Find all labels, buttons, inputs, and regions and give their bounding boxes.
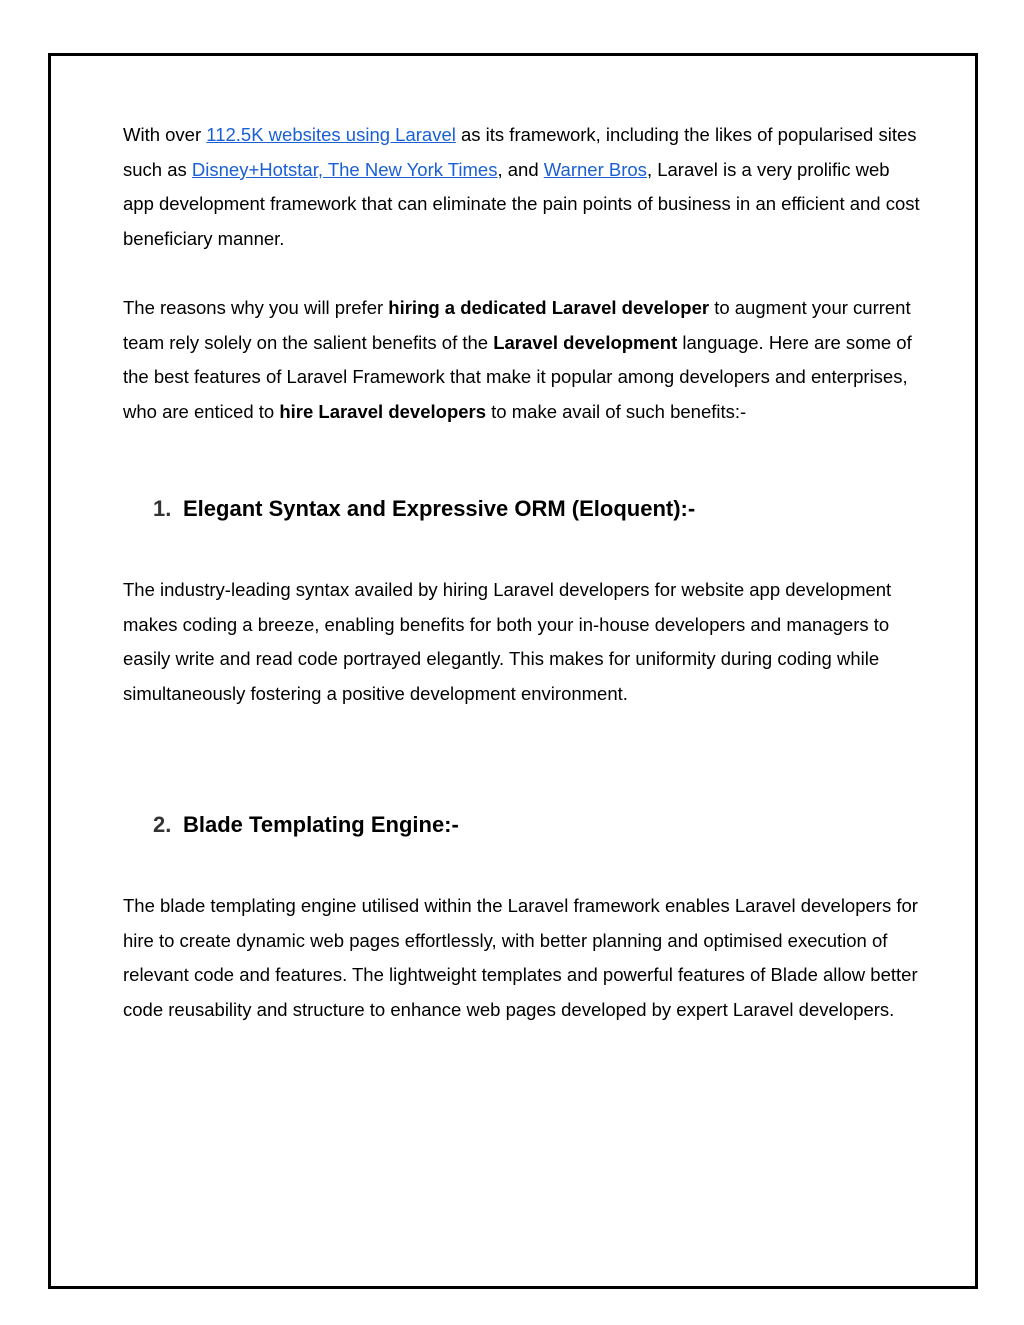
reasons-text-1: The reasons why you will prefer [123, 297, 389, 318]
intro-text-5: , Laravel is a very prolific web app development framework that can eliminate the pain points of business in an efficient and cost beneficiary manner. [123, 158, 920, 250]
section-2-title: Blade Templating Engine:- [183, 812, 459, 837]
section-1-heading [153, 494, 695, 524]
intro-text-1: With over [123, 124, 207, 145]
new-york-times-link[interactable]: The New York Times [323, 158, 498, 180]
reasons-text-2: to augment your current team rely solely on the salient benefits of the [123, 297, 911, 353]
intro-paragraph [123, 118, 923, 257]
section-1-body: The industry-leading syntax availed by hiring Laravel developers for website app development makes coding a breeze, enabling benefits for both your in-house developers and managers to easily write and read code portrayed elegantly. This makes for uniformity during coding while simultaneously fostering a positive development environment. [123, 579, 892, 705]
section-1-title: Elegant Syntax and Expressive ORM (Eloquent):- [183, 496, 696, 521]
reasons-paragraph [123, 291, 923, 430]
reasons-bold-3: hire Laravel developers [279, 401, 487, 423]
reasons-bold-2: Laravel development [493, 331, 678, 353]
section-2-heading [153, 810, 459, 840]
intro-text-4: , and [497, 158, 544, 180]
reasons-text-3: language. Here are some of the best features of Laravel Framework that make it popular among developers and enterprises, who are enticed to [123, 331, 912, 423]
section-2-number: 2. [153, 812, 172, 837]
reasons-bold-1: hiring a dedicated Laravel developer [388, 297, 710, 318]
page-frame [48, 53, 978, 1289]
reasons-text-4: to make avail of such benefits:- [486, 401, 747, 423]
comma-link[interactable]: , [317, 158, 324, 180]
section-2-body: The blade templating engine utilised within the Laravel framework enables Laravel developers for hire to create dynamic web pages effortlessly, with better planning and optimised execution of relevant code and features. The lightweight templates and powerful features of Blade allow better code reusability and structure to enhance web pages developed by expert Laravel developers. [123, 895, 918, 1021]
intro-text-2: as its framework, including the likes of popularised sites such as [123, 124, 917, 180]
laravel-websites-link[interactable]: 112.5K websites using Laravel [206, 124, 456, 145]
section-1-number: 1. [153, 496, 172, 521]
warner-bros-link[interactable]: Warner Bros [543, 158, 647, 180]
disney-hotstar-link[interactable]: Disney+Hotstar [191, 158, 318, 180]
